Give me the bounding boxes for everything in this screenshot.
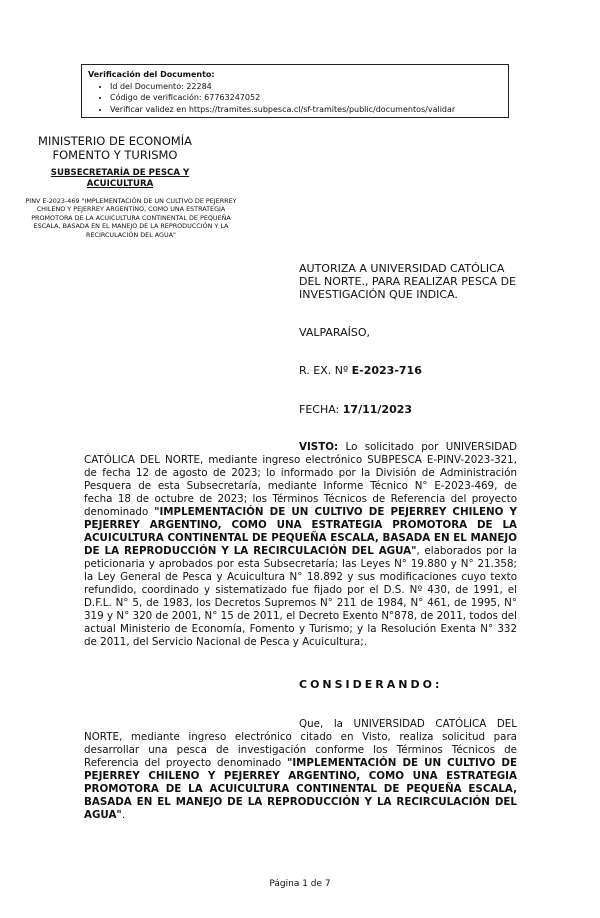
considerando-paragraph bbox=[84, 718, 517, 822]
page-number: Página 1 de 7 bbox=[269, 879, 331, 889]
rex-label: R. EX. Nº bbox=[299, 364, 352, 377]
date-value: 17/11/2023 bbox=[342, 403, 413, 416]
verification-title: Verificación del Documento: bbox=[88, 70, 215, 79]
ministry-line-2: FOMENTO Y TURISMO bbox=[52, 148, 178, 162]
ministry-line-1: MINISTERIO DE ECONOMÍA bbox=[38, 134, 192, 148]
document-id: • Id del Documento: 22284 bbox=[110, 81, 508, 93]
verification-box bbox=[81, 64, 509, 118]
verification-code: • Código de verificación: 67763247052 bbox=[110, 92, 508, 104]
considerando-text-a: Que, la UNIVERSIDAD CATÓLICA DEL NORTE, mediante ingreso electrónico citado en Visto, realiza solicitud para desarrollar una pesca de investigación conforme los Términos Técnicos de Referencia del proyecto denominado bbox=[84, 718, 517, 769]
visto-label: VISTO: bbox=[299, 441, 339, 453]
pinv-reference: PINV E-2023-469 "IMPLEMENTACIÓN DE UN CULTIVO DE PEJERREY CHILENO Y PEJERREY ARGENTINO, COMO UNA ESTRATEGIA PROMOTORA DE LA ACUICULTURA CONTINENTAL DE PEQUEÑA ESCALA, BASADA EN EL MANEJO DE LA REPRODUCCIÓN Y LA RECIRCULACIÓN DEL AGUA" bbox=[25, 197, 237, 239]
rex-number: E-2023-716 bbox=[351, 364, 422, 377]
considerando-heading: CONSIDERANDO: bbox=[299, 678, 443, 691]
subsecretaria-name: SUBSECRETARÍA DE PESCA Y ACUICULTURA bbox=[50, 168, 190, 189]
date-label: FECHA: bbox=[299, 403, 343, 416]
resolution-date bbox=[299, 403, 412, 416]
visto-text-b: , elaborados por la peticionaria y aprobados por esta Subsecretaría; las Leyes N° 19.880 y N° 21.358; la Ley General de Pesca y Acuicultura N° 18.892 y sus modificaciones cuyo texto refundido, coordinado y sistematizado fue fijado por el D.S. Nº 430, de 1991, el D.F.L. N° 5, de 1983, los Decretos Supremos N° 211 de 1984, N° 461, de 1995, N° 319 y N° 320 de 2001, N° 15 de 2011, el Decreto Exento N°878, de 2011, todos del actual Ministerio de Economía, Fomento y Turismo; y la Resolución Exenta N° 332 de 2011, del Servicio Nacional de Pesca y Acuicultura;. bbox=[84, 545, 517, 648]
verification-list bbox=[88, 81, 508, 116]
city: VALPARAÍSO, bbox=[299, 326, 371, 339]
verification-url[interactable]: • Verificar validez en https://tramites.subpesca.cl/sf-tramites/public/documentos/validar bbox=[110, 104, 508, 116]
considerando-project-title: "IMPLEMENTACIÓN DE UN CULTIVO DE PEJERREY CHILENO Y PEJERREY ARGENTINO, COMO UNA ESTRATEGIA PROMOTORA DE LA ACUICULTURA CONTINENTAL DE PEQUEÑA ESCALA, BASADA EN EL MANEJO DE LA REPRODUCCIÓN Y LA RECIRCULACIÓN DEL AGUA" bbox=[84, 757, 517, 821]
visto-project-title: "IMPLEMENTACIÓN DE UN CULTIVO DE PEJERREY CHILENO Y PEJERREY ARGENTINO, COMO UNA ESTRATEGIA PROMOTORA DE LA ACUICULTURA CONTINENTAL DE PEQUEÑA ESCALA, BASADA EN EL MANEJO DE LA REPRODUCCIÓN Y LA RECIRCULACIÓN DEL AGUA" bbox=[84, 506, 517, 557]
visto-paragraph bbox=[84, 441, 517, 649]
resolution-summary: AUTORIZA A UNIVERSIDAD CATÓLICA DEL NORTE., PARA REALIZAR PESCA DE INVESTIGACIÓN QUE INDICA. bbox=[299, 262, 516, 301]
ministry-name bbox=[30, 134, 200, 162]
considerando-text-b: . bbox=[121, 809, 126, 821]
resolution-number bbox=[299, 364, 422, 377]
visto-text-a: Lo solicitado por UNIVERSIDAD CATÓLICA DEL NORTE, mediante ingreso electrónico SUBPESCA E-PINV-2023-321, de fecha 12 de agosto de 2023; lo informado por la División de Administración Pesquera de esta Subsecretaría, mediante Informe Técnico N° E-2023-469, de fecha 18 de octubre de 2023; los Términos Técnicos de Referencia del proyecto denominado bbox=[84, 441, 517, 518]
